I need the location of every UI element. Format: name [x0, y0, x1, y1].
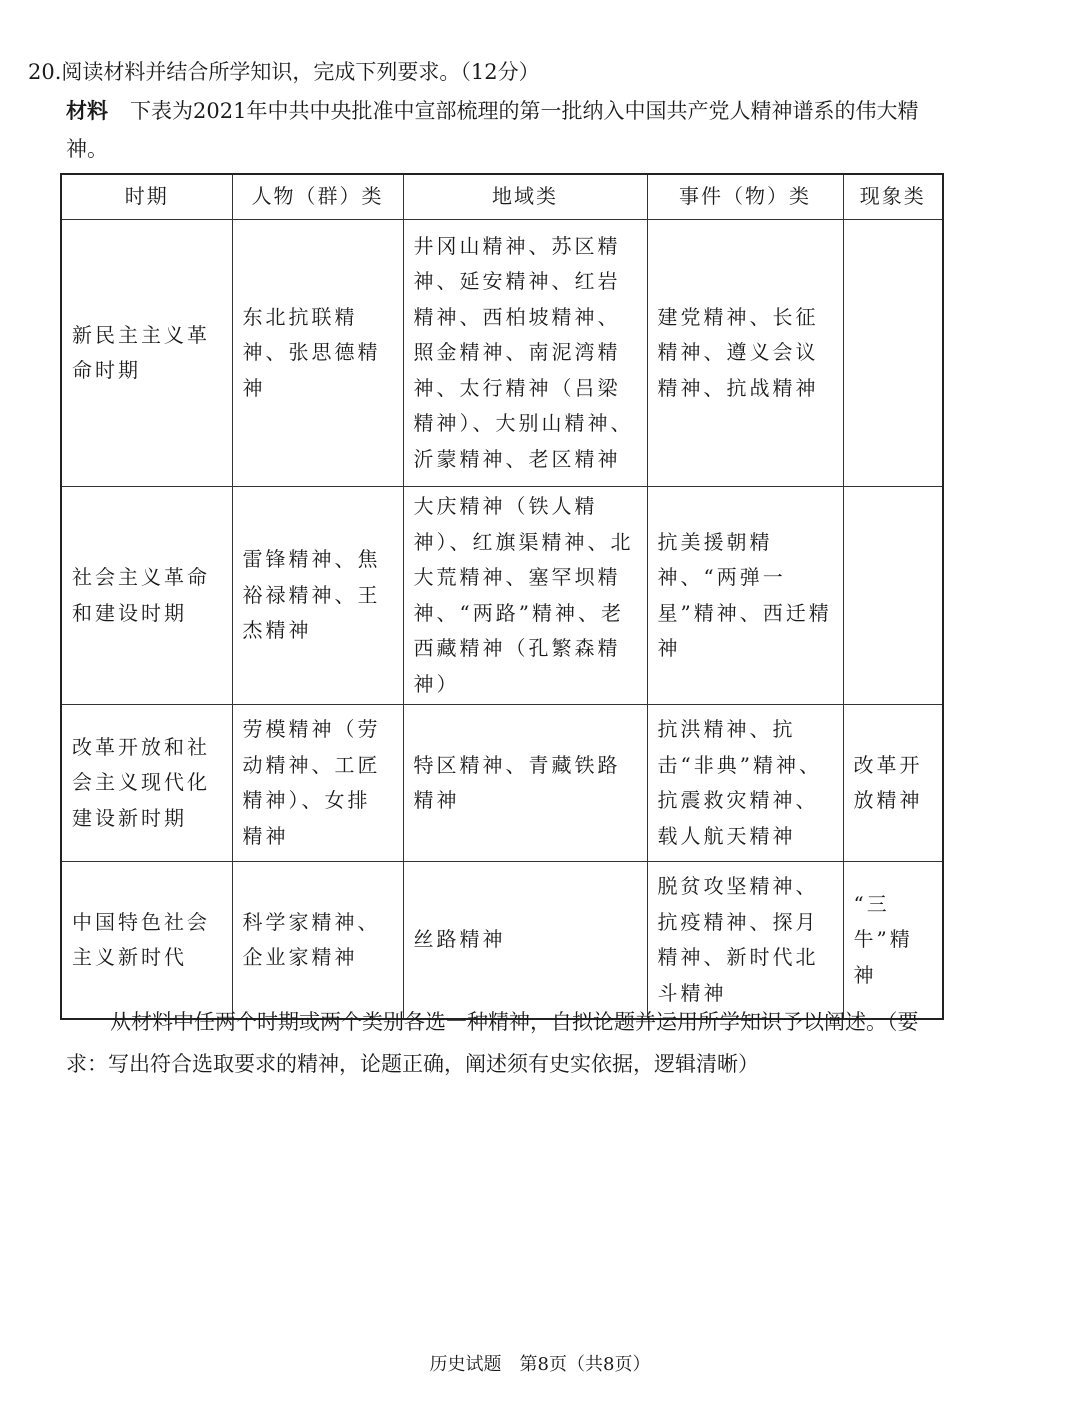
- header-people: 人物（群）类: [232, 174, 403, 220]
- cell-period: 改革开放和社会主义现代化建设新时期: [61, 705, 232, 862]
- task-instructions: 从材料中任两个时期或两个类别各选一种精神，自拟论题并运用所学知识予以阐述。（要求：写出符合选取要求的精神，论题正确，阐述须有史实依据，逻辑清晰）: [66, 1010, 919, 1076]
- cell-phenomenon: “三牛”精神: [843, 862, 943, 1020]
- spirit-table: [60, 173, 944, 1020]
- cell-people: 雷锋精神、焦裕禄精神、王杰精神: [232, 487, 403, 705]
- cell-event: 建党精神、长征精神、遵义会议精神、抗战精神: [647, 220, 843, 487]
- table-header-row: [61, 174, 943, 220]
- header-phenomenon: 现象类: [843, 174, 943, 220]
- header-period: 时期: [61, 174, 232, 220]
- material-text: 下表为2021年中共中央批准中宣部梳理的第一批纳入中国共产党人精神谱系的伟大精神。: [66, 99, 919, 161]
- cell-event: 抗美援朝精神、“两弹一星”精神、西迁精神: [647, 487, 843, 705]
- cell-people: 科学家精神、企业家精神: [232, 862, 403, 1020]
- cell-period: 社会主义革命和建设时期: [61, 487, 232, 705]
- cell-people: 东北抗联精神、张思德精神: [232, 220, 403, 487]
- cell-region: 井冈山精神、苏区精神、延安精神、红岩精神、西柏坡精神、照金精神、南泥湾精神、太行精神（吕梁精神）、大别山精神、沂蒙精神、老区精神: [403, 220, 647, 487]
- cell-period: 中国特色社会主义新时代: [61, 862, 232, 1020]
- table-row: [61, 487, 943, 705]
- table-row: [61, 705, 943, 862]
- header-event: 事件（物）类: [647, 174, 843, 220]
- cell-event: 脱贫攻坚精神、抗疫精神、探月精神、新时代北斗精神: [647, 862, 843, 1020]
- page-footer: 历史试题 第8页（共8页）: [429, 1354, 651, 1375]
- question-title: 20.阅读材料并结合所学知识，完成下列要求。（12分）: [28, 60, 540, 84]
- cell-phenomenon: [843, 220, 943, 487]
- cell-region: 丝路精神: [403, 862, 647, 1020]
- material-label: 材料: [66, 99, 108, 123]
- table-row: [61, 220, 943, 487]
- cell-region: 特区精神、青藏铁路精神: [403, 705, 647, 862]
- cell-people: 劳模精神（劳动精神、工匠精神）、女排精神: [232, 705, 403, 862]
- cell-phenomenon: [843, 487, 943, 705]
- cell-event: 抗洪精神、抗击“非典”精神、抗震救灾精神、载人航天精神: [647, 705, 843, 862]
- cell-region: 大庆精神（铁人精神）、红旗渠精神、北大荒精神、塞罕坝精神、“两路”精神、老西藏精神（孔繁森精神）: [403, 487, 647, 705]
- cell-phenomenon: 改革开放精神: [843, 705, 943, 862]
- material-intro: [66, 92, 946, 168]
- table-row: [61, 862, 943, 1020]
- header-region: 地域类: [403, 174, 647, 220]
- cell-period: 新民主主义革命时期: [61, 220, 232, 487]
